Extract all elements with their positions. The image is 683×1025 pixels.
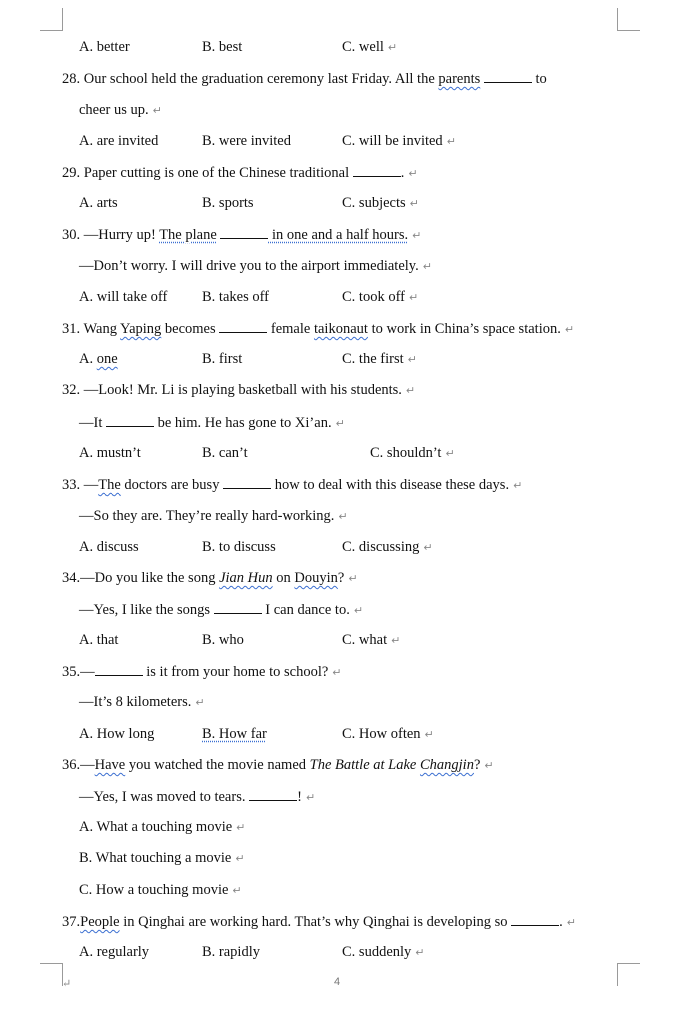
- q33-stem: 33. —The doctors are busy how to deal with this disease these days. ↵: [62, 477, 523, 493]
- q28-option-b: B. were invited: [202, 133, 291, 149]
- q33-option-a: A. discuss: [79, 539, 139, 555]
- q29-stem: 29. Paper cutting is one of the Chinese traditional . ↵: [62, 165, 418, 181]
- q35-options: [79, 725, 639, 743]
- q29-option-a: A. arts: [79, 195, 118, 211]
- corner-mark-bottom-left: [40, 963, 63, 986]
- q32-option-c: C. shouldn’t ↵: [370, 445, 455, 461]
- q32-stem: 32. —Look! Mr. Li is playing basketball with his students. ↵: [62, 382, 416, 398]
- q28-option-c: C. will be invited ↵: [342, 133, 456, 149]
- q30-options: [79, 288, 639, 306]
- q28-option-a: A. are invited: [79, 133, 159, 149]
- q35-option-b: B. How far: [202, 726, 267, 742]
- q34-options: [79, 631, 639, 649]
- corner-mark-top-left: [40, 8, 63, 31]
- q32-options: [79, 444, 639, 462]
- q34-option-c: C. what ↵: [342, 632, 401, 648]
- q33-options: [79, 538, 639, 556]
- q36-stem: 36.—Have you watched the movie named The Battle at Lake Changjin? ↵: [62, 757, 494, 773]
- q27-options: [79, 38, 639, 56]
- q37-option-a: A. regularly: [79, 944, 150, 960]
- q37-option-c: C. suddenly ↵: [342, 944, 425, 960]
- q30-option-a: A. will take off: [79, 289, 168, 305]
- q36-option-a: A. What a touching movie ↵: [79, 819, 246, 835]
- answer-blank: [220, 225, 268, 239]
- q32-option-a: A. mustn’t: [79, 445, 141, 461]
- q32-option-b: B. can’t: [202, 445, 248, 461]
- q36-option-b: B. What touching a movie ↵: [79, 850, 245, 866]
- q34-option-a: A. that: [79, 632, 119, 648]
- q29-option-b: B. sports: [202, 195, 254, 211]
- answer-blank: [219, 319, 267, 333]
- q30-stem: 30. —Hurry up! The plane in one and a half hours. ↵: [62, 227, 422, 243]
- q37-stem: 37.People in Qinghai are working hard. That’s why Qinghai is developing so . ↵: [62, 914, 577, 930]
- q28-stem: 28. Our school held the graduation ceremony last Friday. All the parents to: [62, 71, 547, 87]
- answer-blank: [223, 475, 271, 489]
- q29-option-c: C. subjects ↵: [342, 195, 419, 211]
- answer-blank: [106, 413, 154, 427]
- q29-options: [79, 194, 639, 212]
- q28-stem-cont: cheer us up. ↵: [79, 102, 162, 118]
- answer-blank: [484, 69, 532, 83]
- q34-option-b: B. who: [202, 632, 244, 648]
- q35-option-c: C. How often ↵: [342, 726, 434, 742]
- q35-line2: —It’s 8 kilometers. ↵: [79, 694, 205, 710]
- q27-option-c: C. well ↵: [342, 39, 398, 55]
- q35-option-a: A. How long: [79, 726, 155, 742]
- q28-options: [79, 132, 639, 150]
- corner-mark-bottom-right: [617, 963, 640, 986]
- q33-option-b: B. to discuss: [202, 539, 276, 555]
- corner-mark-top-right: [617, 8, 640, 31]
- q31-option-c: C. the first ↵: [342, 351, 417, 367]
- answer-blank: [214, 600, 262, 614]
- q34-line2: —Yes, I like the songs I can dance to. ↵: [79, 602, 364, 618]
- q31-option-b: B. first: [202, 351, 243, 367]
- q37-options: [79, 943, 639, 961]
- q32-line2: —It be him. He has gone to Xi’an. ↵: [79, 415, 345, 431]
- q27-option-b: B. best: [202, 39, 243, 55]
- q36-line2: —Yes, I was moved to tears. ! ↵: [79, 789, 316, 805]
- answer-blank: [249, 787, 297, 801]
- q31-options: [79, 350, 639, 368]
- q30-line2: —Don’t worry. I will drive you to the airport immediately. ↵: [79, 258, 432, 274]
- q37-option-b: B. rapidly: [202, 944, 260, 960]
- answer-blank: [511, 912, 559, 926]
- page-number: 4: [334, 976, 341, 988]
- q33-line2: —So they are. They’re really hard-working. ↵: [79, 508, 348, 524]
- answer-blank: [95, 662, 143, 676]
- q30-option-b: B. takes off: [202, 289, 269, 305]
- answer-blank: [353, 163, 401, 177]
- q27-option-a: A. better: [79, 39, 130, 55]
- q35-stem: 35.— is it from your home to school? ↵: [62, 664, 342, 680]
- q30-option-c: C. took off ↵: [342, 289, 419, 305]
- q34-stem: 34.—Do you like the song Jian Hun on Douyin? ↵: [62, 570, 358, 586]
- paragraph-mark: ↵: [62, 978, 72, 990]
- q36-option-c: C. How a touching movie ↵: [79, 882, 242, 898]
- q31-stem: 31. Wang Yaping becomes female taikonaut to work in China’s space station. ↵: [62, 321, 575, 337]
- q33-option-c: C. discussing ↵: [342, 539, 433, 555]
- q31-option-a: A. one: [79, 351, 118, 367]
